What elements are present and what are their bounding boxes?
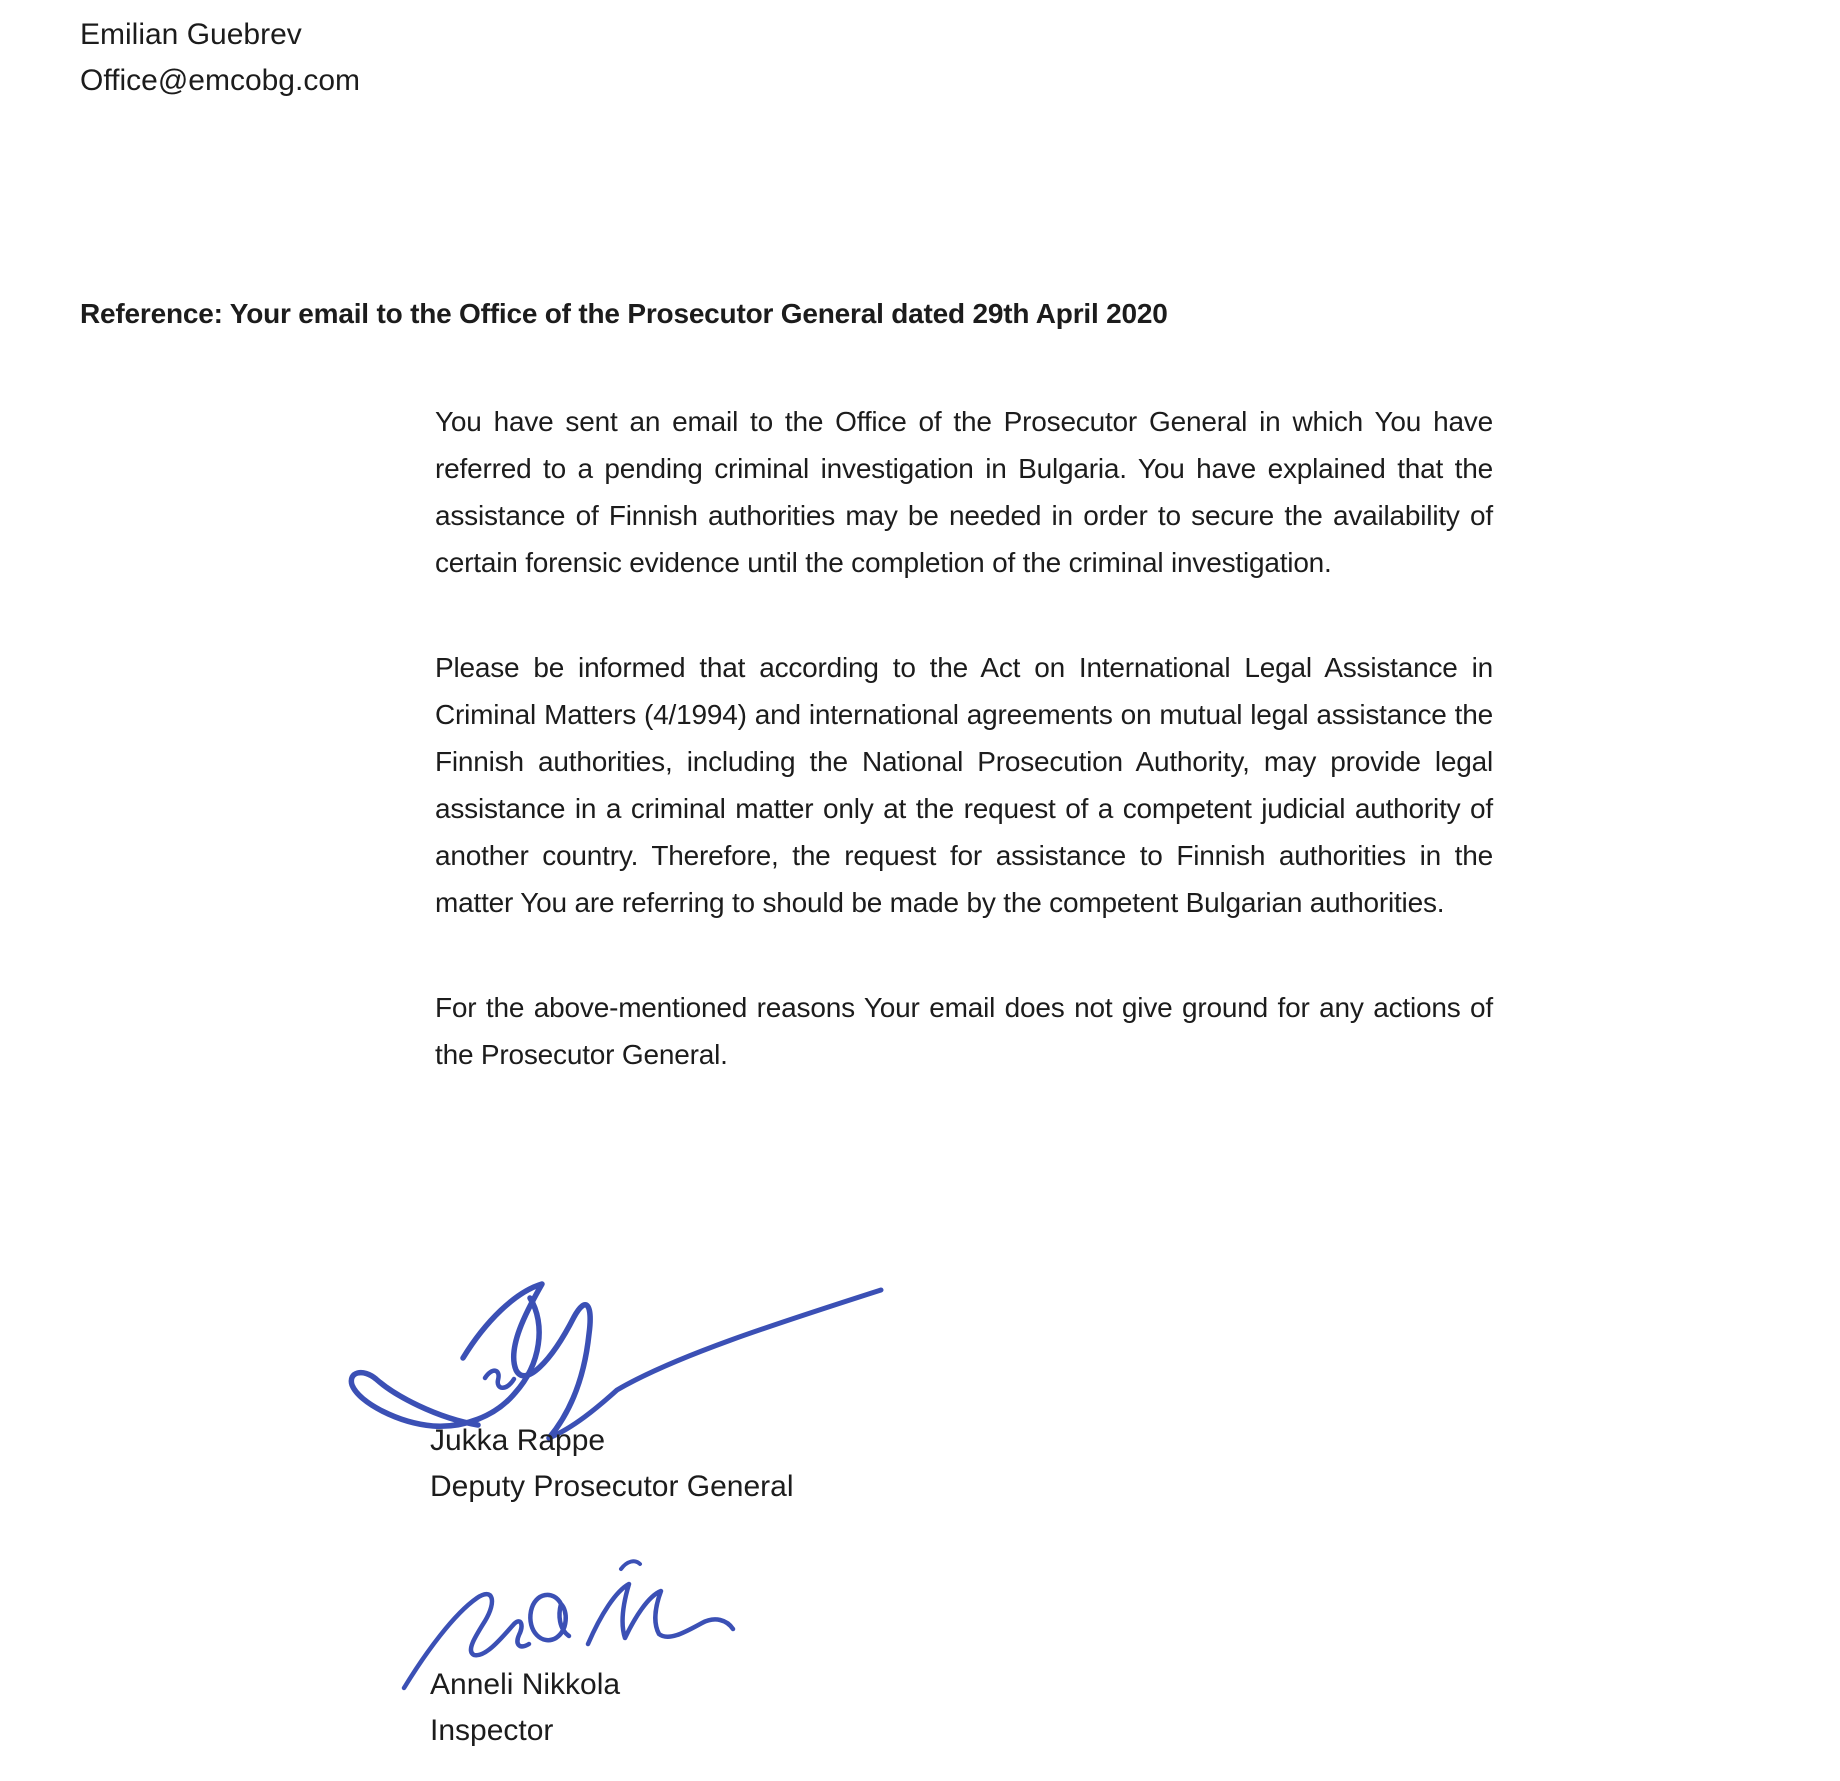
body-paragraph-2: Please be informed that according to the Act on International Legal Assistance in Criminal Matters (4/1994) and international agreements on mutual legal assistance the Finnish authorities, including the National Prosecution Authority, may provide legal assistance in a criminal matter only at the request of a competent judicial authority of another country. Therefore, the request for assistance to Finnish authorities in the matter You are referring to should be made by the competent Bulgarian authorities. <box>435 652 1493 918</box>
reference-line: Reference: Your email to the Office of the Prosecutor General dated 29th April 2020 <box>80 298 1168 329</box>
sender-block <box>80 12 360 104</box>
sender-name: Emilian Guebrev <box>80 18 302 51</box>
body-paragraph-1: You have sent an email to the Office of the Prosecutor General in which You have referred to a pending criminal investigation in Bulgaria. You have explained that the assistance of Finnish authorities may be needed in order to secure the availability of certain forensic evidence until the completion of the criminal investigation. <box>435 406 1493 578</box>
body-paragraph-3: For the above-mentioned reasons Your email does not give ground for any actions of the Prosecutor General. <box>435 992 1493 1070</box>
sender-email: Office@emcobg.com <box>80 64 361 97</box>
signer-block-anneli-nikkola <box>430 1662 620 1754</box>
letter-body <box>435 398 1493 1136</box>
signer-name: Anneli Nikkola <box>430 1668 621 1701</box>
signer-block-jukka-rappe <box>430 1418 794 1510</box>
signer-name: Jukka Rappe <box>430 1424 606 1457</box>
signer-title: Deputy Prosecutor General <box>430 1470 794 1503</box>
signer-title: Inspector <box>430 1714 554 1747</box>
